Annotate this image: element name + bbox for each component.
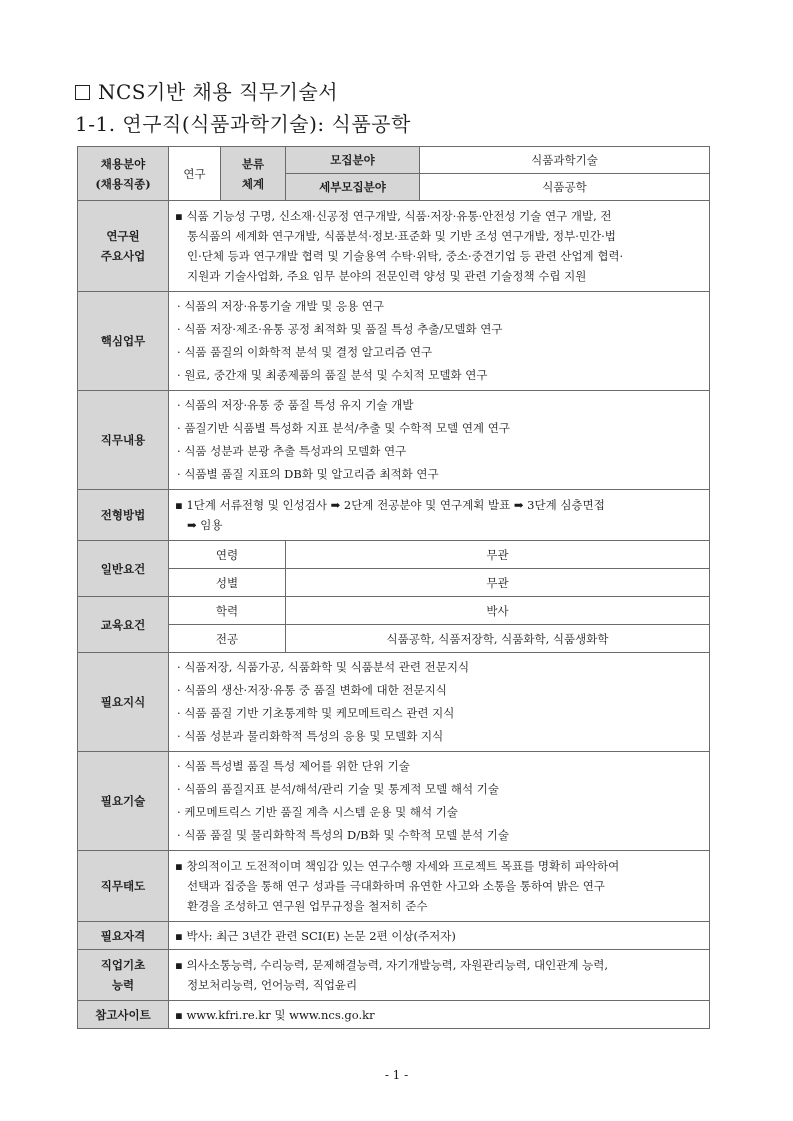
list-item: · 식품 성분과 물리화학적 특성의 응용 및 모델화 지식 bbox=[177, 729, 444, 743]
qualification-text: ▪ 박사: 최근 3년간 관련 SCI(E) 논문 2편 이상(주저자) bbox=[169, 922, 710, 950]
institute-business: ▪ 식품 기능성 구명, 신소재·신공정 연구개발, 식품·저장·유통·안전성 기술 연구 개발, 전 통식품의 세계화 연구개발, 식품분석·정보·표준화 및 기반 조성 연구개발, 정부·민간·법 인·단체 등과 연구개발 협력 및 기술용역 수탁·위탁, 중소·중견기업 등 관련 산업계 협력· 지원과 기술사업화, 주요 임무 분야의 전문인력 양성 및 관련 기술정책 수립 지원 bbox=[169, 201, 710, 292]
list-item: · 품질기반 식품별 특성화 지표 분석/추출 및 수학적 모델 연계 연구 bbox=[177, 421, 510, 435]
list-item: · 식품 품질 기반 기초통계학 및 케모메트릭스 관련 지식 bbox=[177, 706, 455, 720]
list-item: · 식품의 저장·유통기술 개발 및 응용 연구 bbox=[177, 299, 384, 313]
general-header: 일반요건 bbox=[78, 541, 169, 597]
list-item: · 식품저장, 식품가공, 식품화학 및 식품분석 관련 전문지식 bbox=[177, 660, 470, 674]
recruit-field-label: 모집분야 bbox=[286, 147, 420, 174]
institute-header: 연구원 주요사업 bbox=[78, 201, 169, 292]
major-value: 식품공학, 식품저장학, 식품화학, 식품생화학 bbox=[286, 625, 710, 653]
gender-value: 무관 bbox=[286, 569, 710, 597]
recruit-field-value: 식품과학기술 bbox=[420, 147, 710, 174]
attitude-header: 직무태도 bbox=[78, 851, 169, 922]
job-description-table bbox=[77, 146, 710, 1029]
list-item: · 케모메트릭스 기반 품질 계측 시스템 운용 및 해석 기술 bbox=[177, 805, 458, 819]
gender-label: 성별 bbox=[169, 569, 286, 597]
core-work-list bbox=[169, 292, 710, 391]
basic-skills-text: ▪ 의사소통능력, 수리능력, 문제해결능력, 자기개발능력, 자원관리능력, 대인관계 능력, 정보처리능력, 언어능력, 직업윤리 bbox=[169, 950, 710, 1001]
class-header: 분류 체계 bbox=[221, 147, 286, 201]
page-number: - 1 - bbox=[384, 1068, 409, 1082]
age-label: 연령 bbox=[169, 541, 286, 569]
degree-label: 학력 bbox=[169, 597, 286, 625]
age-value: 무관 bbox=[286, 541, 710, 569]
selection-process: ▪ 1단계 서류전형 및 인성검사 ➡ 2단계 전공분야 및 연구계획 발표 ➡ 3단계 심층면접 ➡ 임용 bbox=[169, 490, 710, 541]
reference-header: 참고사이트 bbox=[78, 1001, 169, 1029]
list-item: · 식품의 품질지표 분석/해석/관리 기술 및 통계적 모델 해석 기술 bbox=[177, 782, 500, 796]
list-item: · 원료, 중간재 및 최종제품의 품질 분석 및 수치적 모델화 연구 bbox=[177, 368, 488, 382]
doc-title: NCS기반 채용 직무기술서 bbox=[75, 78, 411, 106]
job-content-header: 직무내용 bbox=[78, 391, 169, 490]
list-item: · 식품 품질 및 물리화학적 특성의 D/B화 및 수학적 모델 분석 기술 bbox=[177, 828, 510, 842]
field-value: 연구 bbox=[169, 147, 221, 201]
major-label: 전공 bbox=[169, 625, 286, 653]
basic-skills-header: 직업기초 능력 bbox=[78, 950, 169, 1001]
attitude-text: ▪ 창의적이고 도전적이며 책임감 있는 연구수행 자세와 프로젝트 목표를 명확히 파악하여 선택과 집중을 통해 연구 성과를 극대화하며 유연한 사고와 소통을 통하여 밝은 연구 환경을 조성하고 연구원 업무규정을 철저히 준수 bbox=[169, 851, 710, 922]
core-work-header: 핵심업무 bbox=[78, 292, 169, 391]
detail-field-label: 세부모집분야 bbox=[286, 174, 420, 201]
degree-value: 박사 bbox=[286, 597, 710, 625]
checkbox-icon bbox=[75, 85, 90, 100]
skills-header: 필요기술 bbox=[78, 752, 169, 851]
doc-subtitle: 1-1. 연구직(식품과학기술): 식품공학 bbox=[75, 112, 411, 136]
field-header: 채용분야 (채용직종) bbox=[78, 147, 169, 201]
list-item: · 식품 성분과 분광 추출 특성과의 모델화 연구 bbox=[177, 444, 407, 458]
title-block bbox=[75, 78, 411, 138]
list-item: · 식품 저장·제조·유통 공정 최적화 및 품질 특성 추출/모델화 연구 bbox=[177, 322, 503, 336]
knowledge-list bbox=[169, 653, 710, 752]
job-content-list bbox=[169, 391, 710, 490]
list-item: · 식품의 생산·저장·유통 중 품질 변화에 대한 전문지식 bbox=[177, 683, 447, 697]
detail-field-value: 식품공학 bbox=[420, 174, 710, 201]
skills-list bbox=[169, 752, 710, 851]
list-item: · 식품 품질의 이화학적 분석 및 결정 알고리즘 연구 bbox=[177, 345, 433, 359]
qualification-header: 필요자격 bbox=[78, 922, 169, 950]
knowledge-header: 필요지식 bbox=[78, 653, 169, 752]
list-item: · 식품의 저장·유통 중 품질 특성 유지 기술 개발 bbox=[177, 398, 414, 412]
list-item: · 식품별 품질 지표의 DB화 및 알고리즘 최적화 연구 bbox=[177, 467, 439, 481]
list-item: · 식품 특성별 품질 특성 제어를 위한 단위 기술 bbox=[177, 759, 410, 773]
reference-text: ▪ www.kfri.re.kr 및 www.ncs.go.kr bbox=[169, 1001, 710, 1029]
selection-header: 전형방법 bbox=[78, 490, 169, 541]
education-header: 교육요건 bbox=[78, 597, 169, 653]
